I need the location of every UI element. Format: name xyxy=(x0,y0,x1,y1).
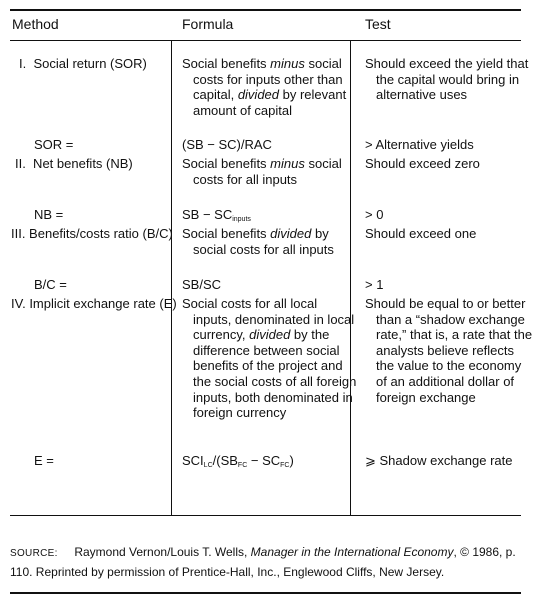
method-row-2: II. Net benefits (NB) xyxy=(15,156,133,171)
equation-test-row-4: ⩾ Shadow exchange rate xyxy=(365,453,513,468)
column-divider-1 xyxy=(171,40,172,515)
header-test: Test xyxy=(365,16,391,32)
equation-formula-row-4: $SCI_{LC}/(SB_{FC} - SC_{FC})$ xyxy=(182,453,294,469)
method-row-1: I. Social return (SOR) xyxy=(19,56,147,71)
header-rule xyxy=(10,40,521,41)
method-row-3: III. Benefits/costs ratio (B/C) xyxy=(11,226,173,241)
equation-method-row-4: E = xyxy=(34,453,54,468)
equation-formula-row-1: (SB − SC)/RAC xyxy=(182,137,272,152)
equation-test-row-3: > 1 xyxy=(365,277,384,292)
equation-method-row-2: NB = xyxy=(34,207,64,222)
formula-row-3: Social benefits divided by social costs for all inputs xyxy=(182,226,334,257)
equation-test-row-1: > Alternative yields xyxy=(365,137,474,152)
formula-row-1: Social benefits minus social costs for inputs other than capital, divided by relevant amount of capital xyxy=(182,56,347,118)
equation-formula-row-2: SB − $SC_{inputs}$ xyxy=(182,207,251,223)
equation-formula-row-3: SB/SC xyxy=(182,277,222,292)
equation-test-row-2: > 0 xyxy=(365,207,384,222)
page-bottom-rule xyxy=(10,592,521,594)
test-row-2: Should exceed zero xyxy=(365,156,480,171)
method-row-4: IV. Implicit exchange rate (E) xyxy=(11,296,177,311)
test-row-3: Should exceed one xyxy=(365,226,477,241)
source-label: SOURCE: xyxy=(10,548,58,559)
top-rule xyxy=(10,9,521,11)
formula-row-2: Social benefits minus social costs for all inputs xyxy=(182,156,342,187)
header-formula: Formula xyxy=(182,16,234,32)
equation-method-row-1: SOR = xyxy=(34,137,74,152)
equation-method-row-3: B/C = xyxy=(34,277,67,292)
formula-row-4: Social costs for all local inputs, denominated in local currency, divided by the difference between social benefits of the project and the social costs of all foreign inputs, both denominated in foreign currency xyxy=(182,296,357,421)
test-row-4: Should be equal to or better than a “shadow exchange rate,” that is, a rate that the analysts believe reflects the value to the economy of an additional dollar of foreign exchange xyxy=(365,296,533,405)
test-row-1: Should exceed the yield that the capital would bring in alternative uses xyxy=(365,56,529,103)
header-method: Method xyxy=(12,16,59,32)
source-note: SOURCE: Raymond Vernon/Louis T. Wells, Manager in the International Economy, © 1986, p. 110. Reprinted by permission of Prentice-Hall, Inc., Englewood Cliffs, New Jersey. xyxy=(10,545,516,579)
table-bottom-rule xyxy=(10,515,521,516)
